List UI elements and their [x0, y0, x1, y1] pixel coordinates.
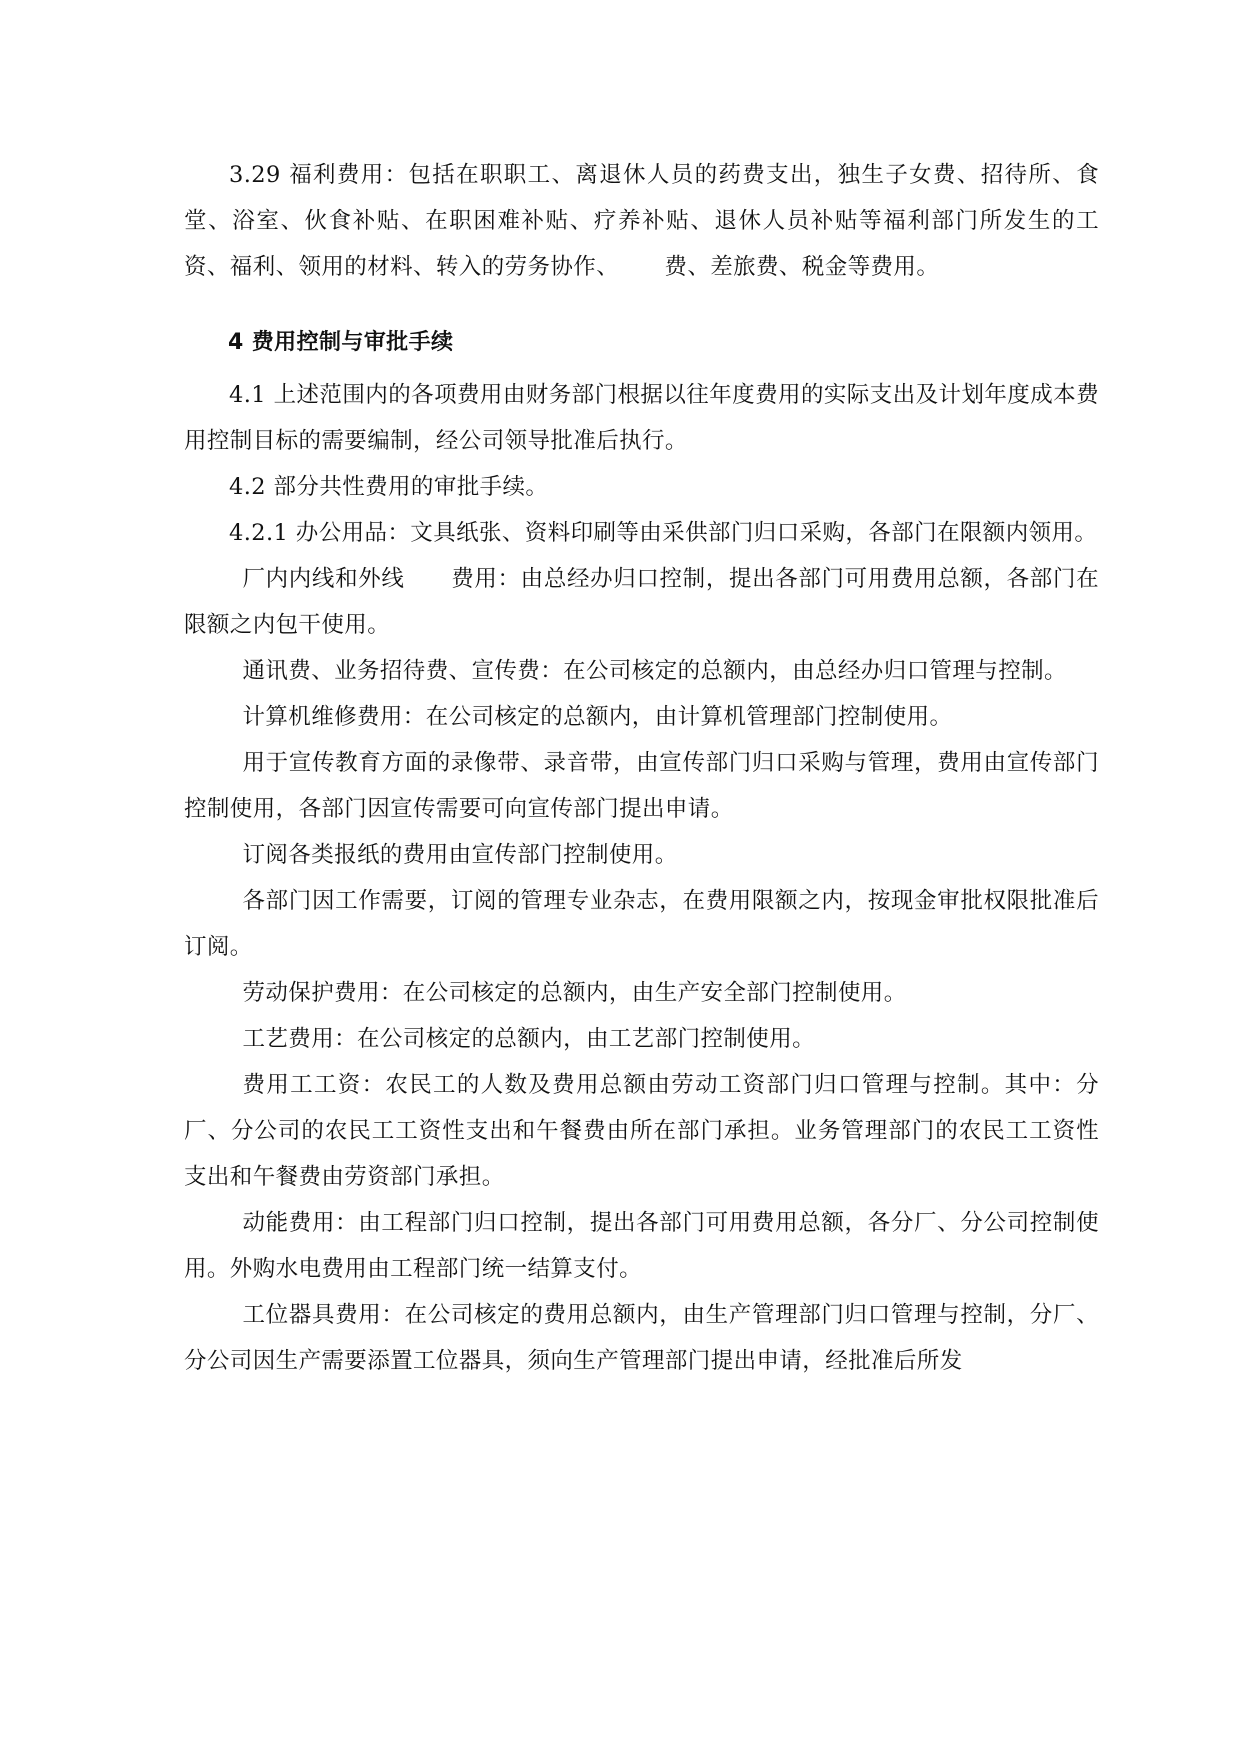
paragraph-newspaper: 订阅各类报纸的费用由宣传部门控制使用。 — [242, 842, 678, 868]
paragraph-magazine: 各部门因工作需要，订阅的管理专业杂志，在费用限额之内，按现金审批权限批准后订阅。 — [184, 888, 1099, 960]
paragraph-communication-fees: 通讯费、业务招待费、宣传费：在公司核定的总额内，由总经办归口管理与控制。 — [242, 658, 1067, 684]
section-heading-4: 4 费用控制与审批手续 — [228, 330, 454, 355]
paragraph-computer-maintenance: 计算机维修费用：在公司核定的总额内，由计算机管理部门控制使用。 — [242, 704, 953, 730]
paragraph-4-1: 4.1 上述范围内的各项费用由财务部门根据以往年度费用的实际支出及计划年度成本费用控制目标的需要编制，经公司领导批准后执行。 — [184, 382, 1099, 454]
paragraph-4-2: 4.2 部分共性费用的审批手续。 — [229, 474, 549, 500]
document-page — [184, 152, 1099, 1384]
paragraph-phone-fees: 厂内内线和外线 费用：由总经办归口控制，提出各部门可用费用总额，各部门在限额之内包干使用。 — [184, 566, 1099, 638]
paragraph-craft-fees: 工艺费用：在公司核定的总额内，由工艺部门控制使用。 — [242, 1026, 816, 1052]
paragraph-migrant-wages: 费用工工资：农民工的人数及费用总额由劳动工资部门归口管理与控制。其中：分厂、分公司的农民工工资性支出和午餐费由所在部门承担。业务管理部门的农民工工资性支出和午餐费由劳资部门承担。 — [184, 1072, 1099, 1190]
paragraph-3-29: 3.29 福利费用：包括在职职工、离退休人员的药费支出，独生子女费、招待所、食堂、浴室、伙食补贴、在职困难补贴、疗养补贴、退休人员补贴等福利部门所发生的工资、福利、领用的材料、转入的劳务协作、 费、差旅费、税金等费用。 — [184, 162, 1099, 280]
paragraph-media-tapes: 用于宣传教育方面的录像带、录音带，由宣传部门归口采购与管理，费用由宣传部门控制使用，各部门因宣传需要可向宣传部门提出申请。 — [184, 750, 1099, 822]
paragraph-labor-protection: 劳动保护费用：在公司核定的总额内，由生产安全部门控制使用。 — [242, 980, 907, 1006]
paragraph-power-fees: 动能费用：由工程部门归口控制，提出各部门可用费用总额，各分厂、分公司控制使用。外购水电费用由工程部门统一结算支付。 — [184, 1210, 1099, 1282]
paragraph-workstation-tools: 工位器具费用：在公司核定的费用总额内，由生产管理部门归口管理与控制，分厂、分公司因生产需要添置工位器具，须向生产管理部门提出申请，经批准后所发 — [184, 1302, 1099, 1374]
paragraph-4-2-1: 4.2.1 办公用品：文具纸张、资料印刷等由采供部门归口采购，各部门在限额内领用。 — [229, 520, 1098, 546]
